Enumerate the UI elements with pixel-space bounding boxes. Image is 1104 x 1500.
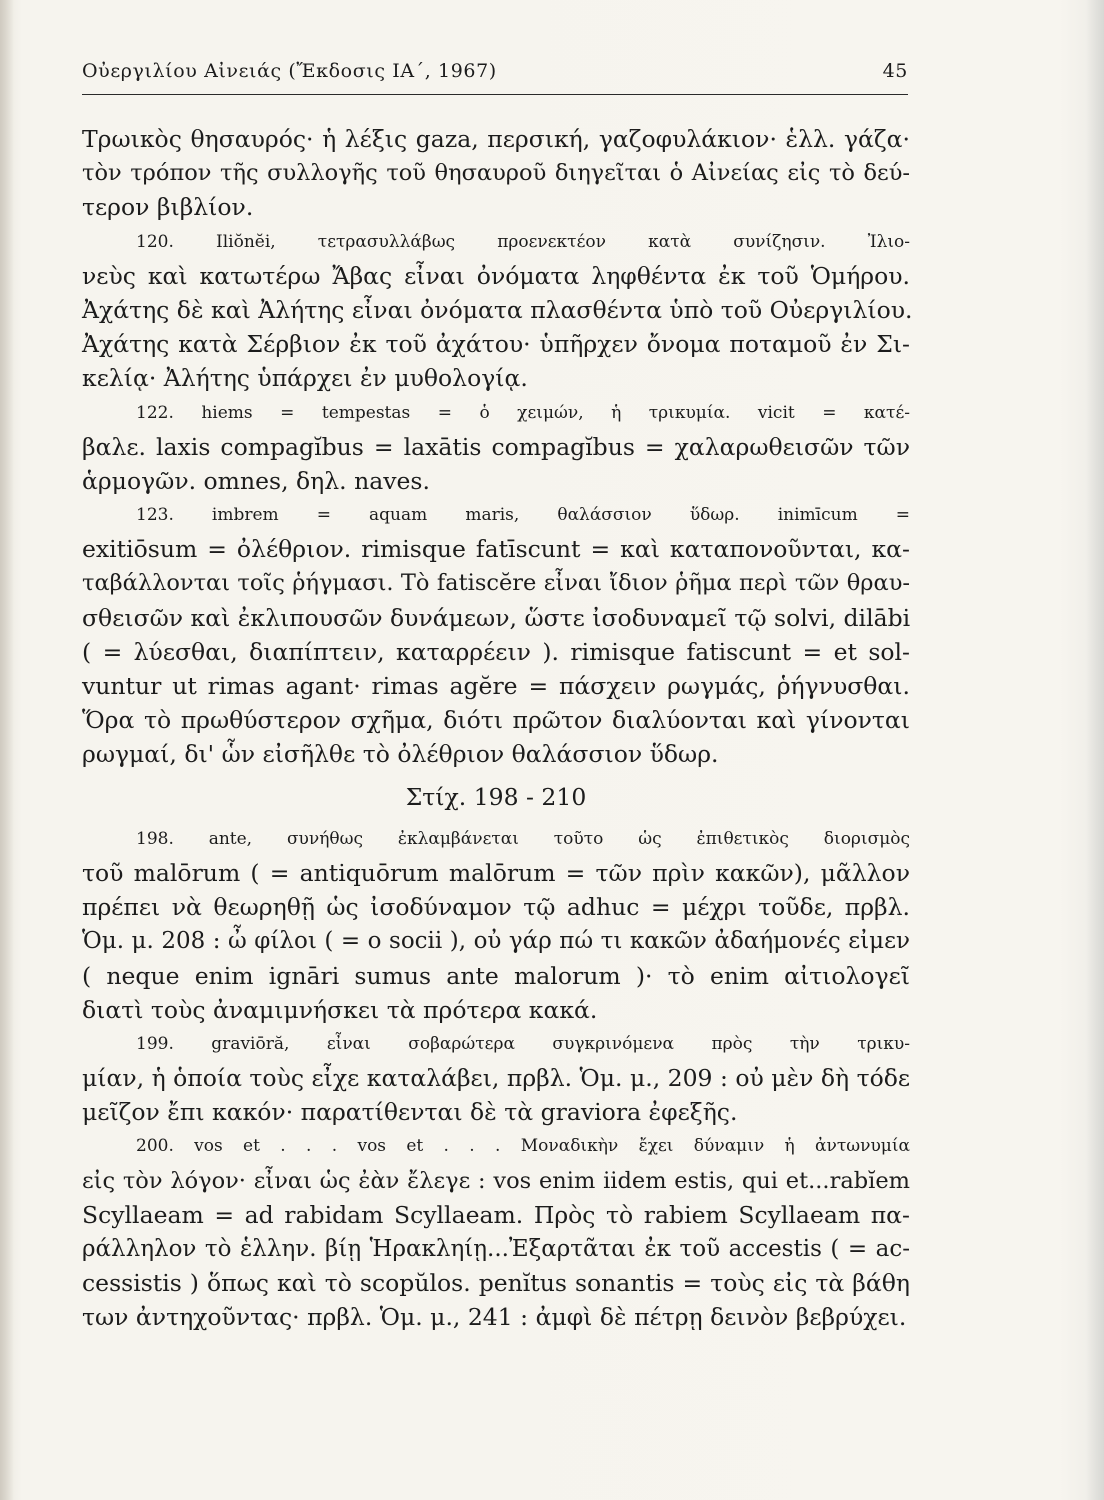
text-line: vuntur ut rimas agant· rimas agĕre = πάσχειν ρωγμάς, ῥήγνυσθαι. <box>82 672 910 700</box>
text-line: των ἀντηχοῦντας· πρβλ. Ὁμ. μ., 241 : ἀμφὶ δὲ πέτρῃ δεινὸν βεβρύχει. <box>82 1303 907 1332</box>
text-line: Ὅρα τὸ πρωθύστερον σχῆμα, διότι πρῶτον διαλύονται καὶ γίνονται <box>82 706 910 735</box>
text-line: Ὁμ. μ. 208 : ὦ φίλοι ( = o socii ), οὐ γάρ πώ τι κακῶν ἀδαήμονές εἰμεν <box>82 928 910 955</box>
text-line: Ἀχάτης δὲ καὶ Ἀλήτης εἶναι ὀνόματα πλασθέντα ὑπὸ τοῦ Οὐεργιλίου. <box>82 295 913 324</box>
text-line: σθεισῶν καὶ ἐκλιπουσῶν δυνάμεων, ὥστε ἰσοδυναμεῖ τῷ solvi, dilābi <box>82 603 911 632</box>
text-line: εἰς τὸν λόγον· εἶναι ὡς ἐὰν ἔλεγε : vos enim iidem estis, qui et...rabĭem <box>82 1167 910 1194</box>
text-line: ( neque enim ignāri sumus ante malorum )· τὸ enim αἰτιολογεῖ <box>82 961 910 990</box>
running-header <box>82 60 908 94</box>
text-line: ράλληλον τὸ ἑλλην. βίῃ Ἡρακληίῃ...Ἐξαρτᾶται ἐκ τοῦ accestis ( = ac- <box>82 1236 910 1262</box>
text-line: Scyllaeam = ad rabidam Scyllaeam. Πρὸς τὸ rabiem Scyllaeam πα- <box>82 1200 910 1229</box>
text-line: τὸν τρόπον τῆς συλλογῆς τοῦ θησαυροῦ διηγεῖται ὁ Αἰνείας εἰς τὸ δεύ- <box>82 160 910 187</box>
commentary-text <box>82 122 913 1335</box>
binding-shadow <box>0 0 14 1500</box>
note-122-start: 122. hiems = tempestas = ὁ χειμών, ἡ τρικυμία. vicit = κατέ- <box>136 402 910 423</box>
note-199-start: 199. graviōră, εἶναι σοβαρώτερα συγκρινόμενα πρὸς τὴν τρικυ- <box>136 1033 910 1054</box>
page-number: 45 <box>882 60 908 82</box>
text-line: exitiōsum = ὀλέθριον. rimisque fatīscunt = καὶ καταπονοῦνται, κα- <box>82 535 910 564</box>
text-line: διατὶ τοὺς ἀναμιμνήσκει τὰ πρότερα κακά. <box>82 995 598 1024</box>
text-line: μίαν, ἡ ὁποία τοὺς εἶχε καταλάβει, πρβλ. Ὁμ. μ., 209 : οὐ μὲν δὴ τόδε <box>82 1064 911 1093</box>
text-line: βαλε. laxis compagĭbus = laxātis compagĭbus = χαλαρωθεισῶν τῶν <box>82 432 910 461</box>
page-edge-shadow <box>1086 0 1104 1500</box>
text-line: ( = λύεσθαι, διαπίπτειν, καταρρέειν ). rimisque fatiscunt = et sol- <box>82 637 910 666</box>
text-line: ταβάλλονται τοῖς ῥήγμασι. Τὸ fatiscĕre εἶναι ἴδιον ῥῆμα περὶ τῶν θραυ- <box>82 570 910 597</box>
text-line: ἁρμογῶν. omnes, δηλ. naves. <box>82 466 430 495</box>
text-line: μεῖζον ἔπι κακόν· παρατίθενται δὲ τὰ graviora ἐφεξῆς. <box>82 1098 738 1127</box>
text-line: τερον βιβλίον. <box>82 193 254 222</box>
note-200-start: 200. vos et . . . vos et . . . Μοναδικὴν ἔχει δύναμιν ἡ ἀντωνυμία <box>136 1136 910 1157</box>
text-line: Ἀχάτης κατὰ Σέρβιον ἐκ τοῦ ἀχάτου· ὑπῆρχεν ὄνομα ποταμοῦ ἐν Σι- <box>82 330 910 359</box>
running-title: Οὐεργιλίου Αἰνειάς (Ἔκδοσις ΙΑ΄, 1967) <box>82 60 497 82</box>
text-line: Τρωικὸς θησαυρός· ἡ λέξις gaza, περσική, γαζοφυλάκιον· ἑλλ. γάζα· <box>82 125 910 153</box>
text-line: cessistis ) ὅπως καὶ τὸ scopŭlos. penĭtus sonantis = τοὺς εἰς τὰ βάθη <box>82 1269 910 1298</box>
note-123-start: 123. imbrem = aquam maris, θαλάσσιον ὕδωρ. inimīcum = <box>136 505 910 526</box>
header-rule <box>82 94 908 95</box>
note-198-start: 198. ante, συνήθως ἐκλαμβάνεται τοῦτο ὡς ἐπιθετικὸς διορισμὸς <box>136 828 910 849</box>
text-line: τοῦ malōrum ( = antiquōrum malōrum = τῶν πρὶν κακῶν), μᾶλλον <box>82 858 910 887</box>
text-line: πρέπει νὰ θεωρηθῇ ὡς ἰσοδύναμον τῷ adhuc = μέχρι τοῦδε, πρβλ. <box>82 893 910 922</box>
section-heading: Στίχ. 198 - 210 <box>405 782 587 811</box>
text-line: νεὺς καὶ κατωτέρω Ἄβας εἶναι ὀνόματα ληφθέντα ἐκ τοῦ Ὁμήρου. <box>82 261 910 290</box>
note-120-start: 120. Iliŏnĕi, τετρασυλλάβως προενεκτέον κατὰ συνίζησιν. Ἰλιο- <box>136 231 910 252</box>
text-line: ρωγμαί, δι' ὧν εἰσῆλθε τὸ ὀλέθριον θαλάσσιον ὕδωρ. <box>82 740 719 769</box>
text-line: κελίᾳ· Ἀλήτης ὑπάρχει ἐν μυθολογίᾳ. <box>82 364 528 393</box>
